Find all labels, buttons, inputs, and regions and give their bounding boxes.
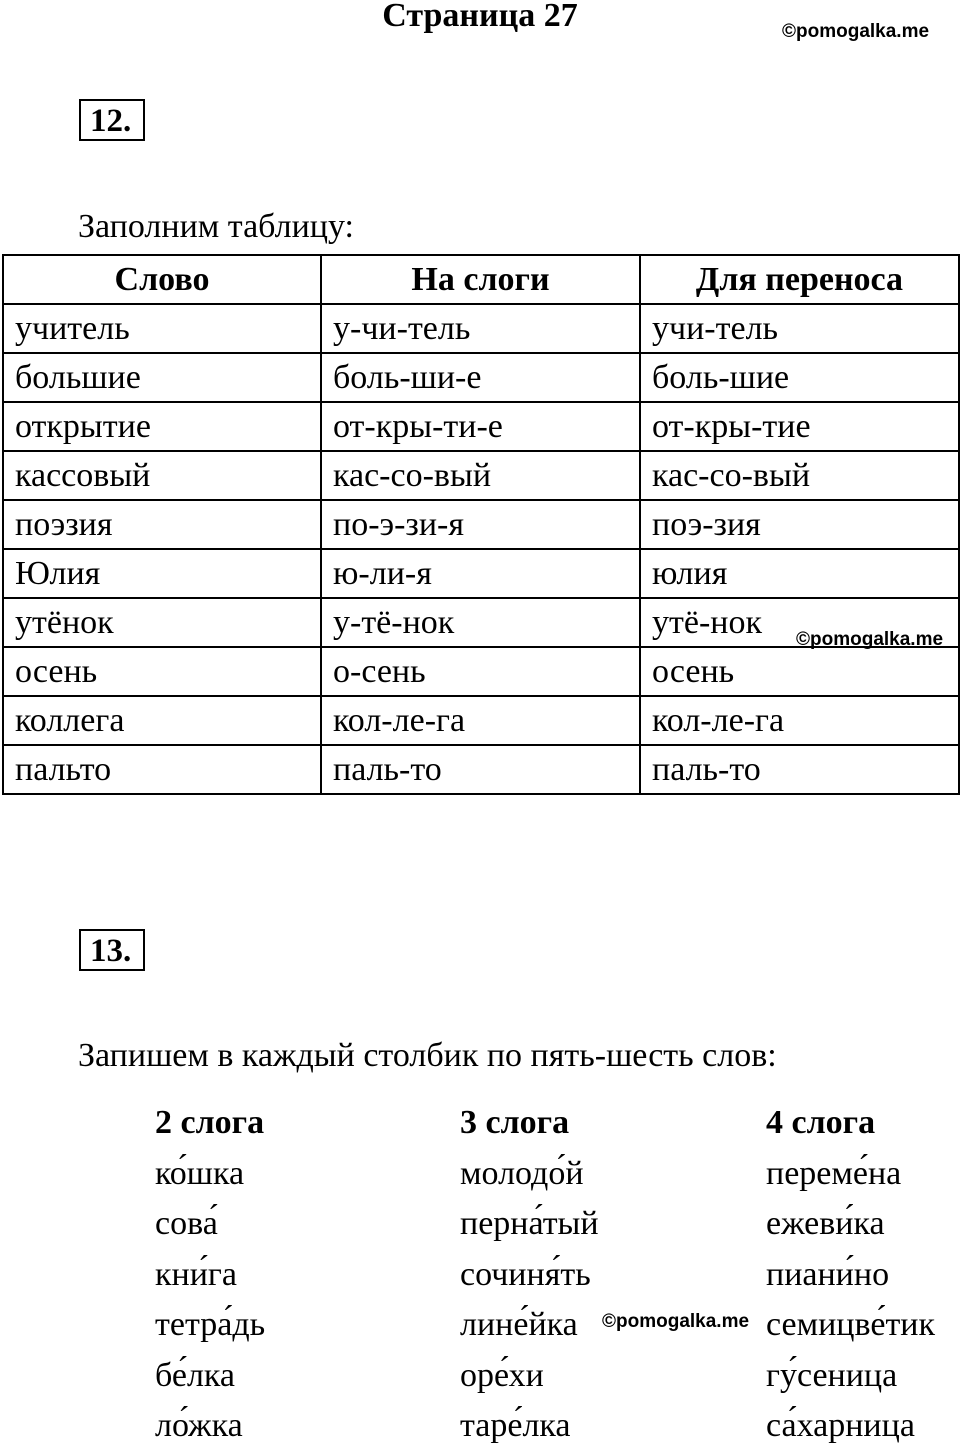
table-row xyxy=(3,353,959,402)
cell-syllables: по-э-зи-я xyxy=(321,500,640,549)
cell-word: кассовый xyxy=(3,451,321,500)
cell-hyphenation: осень xyxy=(640,647,959,696)
cell-syllables: у-чи-тель xyxy=(321,304,640,353)
watermark: ©pomogalka.me xyxy=(796,629,944,650)
table-row xyxy=(3,745,959,794)
word-column-3-syllables xyxy=(460,1098,599,1452)
cell-word: утёнок xyxy=(3,598,321,647)
cell-syllables: паль-то xyxy=(321,745,640,794)
list-item: сочиня́ть xyxy=(460,1255,591,1293)
cell-hyphenation: поэ-зия xyxy=(640,500,959,549)
word-column-2-syllables xyxy=(155,1098,265,1452)
cell-hyphenation: кас-со-вый xyxy=(640,451,959,500)
list-item: оре́хи xyxy=(460,1356,544,1394)
table-row xyxy=(3,549,959,598)
cell-word: пальто xyxy=(3,745,321,794)
column-header-hyphenation: Для переноса xyxy=(640,255,959,304)
list-item: сова́ xyxy=(155,1205,218,1242)
table-header-row xyxy=(3,255,959,304)
list-item: семицве́тик xyxy=(766,1306,936,1343)
column-heading: 4 слога xyxy=(766,1104,876,1141)
column-heading: 3 слога xyxy=(460,1104,570,1141)
cell-syllables: у-тё-нок xyxy=(321,598,640,647)
word-column-4-syllables xyxy=(766,1098,935,1452)
list-item: тетра́дь xyxy=(155,1306,266,1343)
cell-hyphenation: учи-тель xyxy=(640,304,959,353)
cell-hyphenation: кол-ле-га xyxy=(640,696,959,745)
table-row xyxy=(3,696,959,745)
column-header-syllables: На слоги xyxy=(321,255,640,304)
table-row xyxy=(3,647,959,696)
table-row xyxy=(3,500,959,549)
cell-hyphenation: паль-то xyxy=(640,745,959,794)
cell-syllables: от-кры-ти-е xyxy=(321,402,640,451)
column-header-word: Слово xyxy=(3,255,321,304)
cell-syllables: боль-ши-е xyxy=(321,353,640,402)
list-item: гу́сеница xyxy=(766,1356,898,1394)
table-row xyxy=(3,451,959,500)
cell-syllables: кол-ле-га xyxy=(321,696,640,745)
column-heading: 2 слога xyxy=(155,1104,265,1141)
task-number-13: 13. xyxy=(79,929,145,971)
cell-syllables: кас-со-вый xyxy=(321,451,640,500)
list-item: пиани́но xyxy=(766,1255,890,1293)
cell-hyphenation: боль-шие xyxy=(640,353,959,402)
list-item: перна́тый xyxy=(460,1205,599,1242)
task-number-12: 12. xyxy=(79,99,145,141)
cell-word: осень xyxy=(3,647,321,696)
list-item: бе́лка xyxy=(155,1356,236,1394)
cell-word: Юлия xyxy=(3,549,321,598)
list-item: ежеви́ка xyxy=(766,1205,885,1242)
cell-word: поэзия xyxy=(3,500,321,549)
list-item: молодо́й xyxy=(460,1154,584,1192)
cell-word: коллега xyxy=(3,696,321,745)
cell-syllables: ю-ли-я xyxy=(321,549,640,598)
cell-word: открытие xyxy=(3,402,321,451)
cell-hyphenation: юлия xyxy=(640,549,959,598)
cell-word: учитель xyxy=(3,304,321,353)
list-item: ло́жка xyxy=(155,1407,243,1444)
list-item: переме́на xyxy=(766,1154,902,1192)
list-item: кни́га xyxy=(155,1255,237,1293)
list-item: таре́лка xyxy=(460,1407,571,1444)
cell-hyphenation: от-кры-тие xyxy=(640,402,959,451)
task-13-instruction: Запишем в каждый столбик по пять-шесть слов: xyxy=(78,1037,777,1074)
cell-syllables: о-сень xyxy=(321,647,640,696)
page-title: Страница 27 xyxy=(382,0,578,34)
cell-word: большие xyxy=(3,353,321,402)
list-item: са́харница xyxy=(766,1407,915,1444)
syllables-table xyxy=(2,254,960,795)
list-item: лине́йка xyxy=(460,1306,578,1343)
list-item: ко́шка xyxy=(155,1154,245,1192)
watermark: ©pomogalka.me xyxy=(782,21,930,42)
task-12-instruction: Заполним таблицу: xyxy=(78,208,354,245)
cell-hyphenation: утё-нок xyxy=(640,598,959,647)
table-row xyxy=(3,402,959,451)
table-row xyxy=(3,304,959,353)
watermark: ©pomogalka.me xyxy=(602,1311,750,1332)
